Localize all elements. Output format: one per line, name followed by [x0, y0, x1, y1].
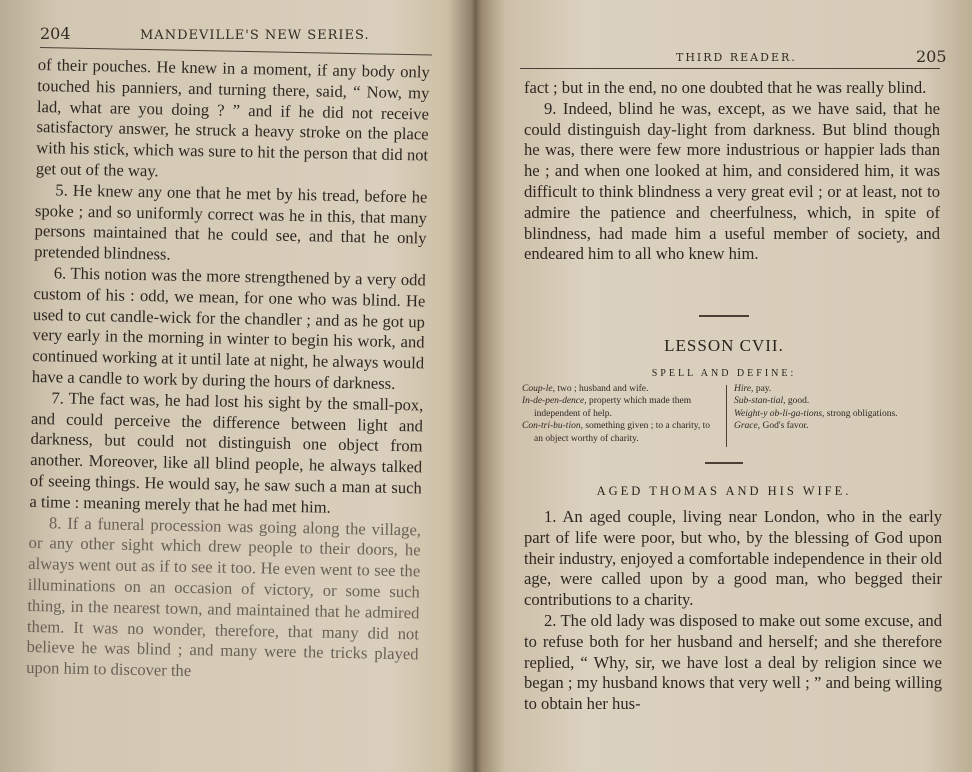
left-body-text: [26, 55, 430, 686]
vocabulary-list: [522, 383, 940, 453]
lesson-title: LESSON CVII.: [664, 336, 784, 355]
left-paragraph: 6. This notion was the more strengthened by a very odd custom of his : odd, we mean, for one who was blind. He used to cut candle-wick for the chandler ; and as he got up very early in the morning in winter to begin his work, and continued working at it until late at night, he always would have a candle to work by during the hours of darkness.: [31, 263, 426, 393]
story-paragraph: 1. An aged couple, living near London, who in the early part of life were poor, but who, by the blessing of God upon their industry, enjoyed a comfortable independence in their old age, were called upon by a good man, who begged their contributions to a charity.: [524, 507, 942, 610]
right-header-rule: [520, 68, 940, 69]
left-running-head: MANDEVILLE'S NEW SERIES.: [140, 28, 370, 43]
story-title: AGED THOMAS AND HIS WIFE.: [596, 484, 852, 498]
right-page-number: 205: [916, 47, 947, 66]
left-paragraph: 8. If a funeral procession was going along the village, or any other sight which drew people to their doors, he always went out as if to see it too. He even went to see the illuminations on an occasion of victory, or some such thing, in the nearest town, and maintained that he admired them. It was no wonder, therefore, that many did not believe he was blind ; and many were the tricks played upon him to discover the: [26, 512, 422, 681]
lesson-rule-top: [699, 315, 749, 317]
vocabulary-column-right: [734, 383, 940, 433]
left-page-header: [40, 24, 71, 43]
story-body-text: [524, 507, 942, 715]
right-paragraph: fact ; but in the end, no one doubted that he was really blind.: [524, 78, 927, 97]
vocabulary-entry: Hire, pay.: [734, 384, 772, 394]
left-paragraph: 7. The fact was, he had lost his sight by the small-pox, and could perceive the difference between light and darkness, but could not distinguish one object from another. Moreover, like all blind people, he always talked of seeing things. He would say, he saw such a man at such a time : meaning merely that he had met him.: [29, 388, 424, 517]
vocabulary-column-left: [522, 383, 718, 445]
vocabulary-entry: In-de-pen-dence, property which made them independent of help.: [522, 396, 692, 419]
vocabulary-entry: Coup-le, two ; husband and wife.: [522, 384, 649, 394]
lesson-rule-bottom: [705, 462, 743, 464]
left-page: [0, 0, 472, 772]
right-paragraph: 9. Indeed, blind he was, except, as we have said, that he could distinguish day-light from darkness. But blind though he was, there were few more industrious or happier lads than he ; and when one looked at him, and considered him, it was difficult to think blindness a very great evil ; or at least, not to admire the patience and cheerfulness, which, in spite of blindness, had made him a useful member of society, and endeared him to all who knew him.: [524, 98, 940, 264]
right-body-text: [524, 78, 940, 265]
right-page-header: [916, 47, 947, 66]
vocabulary-entry: Con-tri-bu-tion, something given ; to a charity, to an object worthy of charity.: [522, 421, 711, 444]
left-paragraph: of their pouches. He knew in a moment, if any body only touched his panniers, and turning there, said, “ Now, my lad, what are you doing ? ” and if he did not receive satisfactory answer, he struck a heavy stroke on the place with his stick, which was sure to hit the person that did not get out of the way.: [35, 55, 430, 181]
vocabulary-entry: Sub-stan-tial, good.: [734, 396, 810, 407]
left-paragraph: 5. He knew any one that he met by his tread, before he spoke ; and so uniformly correct was he in this, that many persons maintained that he could see, and that he only pretended blindness.: [34, 180, 428, 264]
spell-define-heading: SPELL AND DEFINE:: [651, 368, 797, 379]
left-page-number: 204: [40, 24, 71, 43]
vocabulary-entry: Weight-y ob-li-ga-tions, strong obligations.: [734, 408, 898, 419]
vocabulary-divider: [726, 385, 727, 447]
vocabulary-entry: Grace, God's favor.: [734, 421, 809, 432]
right-page: [476, 0, 972, 772]
left-header-rule: [40, 47, 432, 56]
story-paragraph: 2. The old lady was disposed to make out some excuse, and to refuse both for her husband and herself; and she therefore replied, “ Why, sir, we have lost a deal by religion since we began ; my husband knows that very well ; ” and being willing to obtain her hus-: [524, 610, 942, 714]
right-running-head: THIRD READER.: [676, 51, 797, 64]
